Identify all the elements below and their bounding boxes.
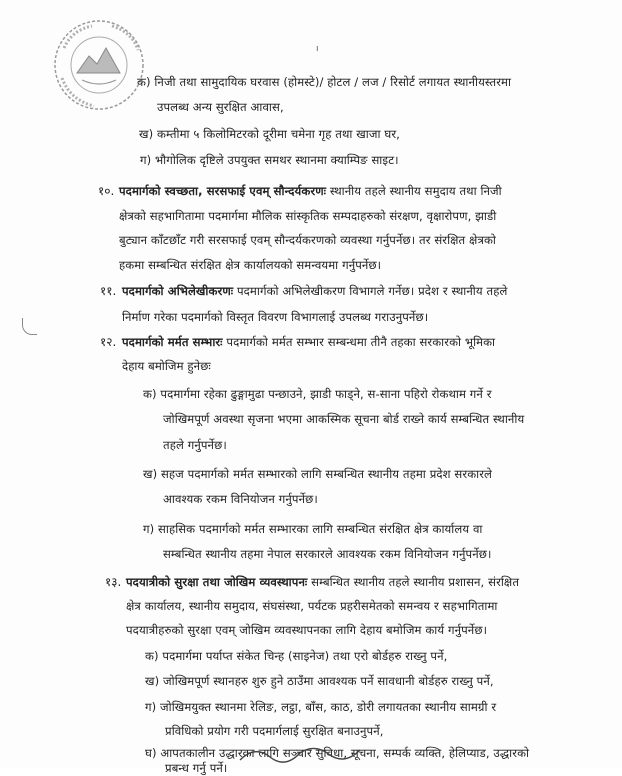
section-10-text: स्थानीय तहले स्थानीय समुदाय तथा निजी [329,184,502,198]
section-13-line-2: क्षेत्र कार्यालय, स्थानीय समुदाय, संघसंस्था, पर्यटक प्रहरीसमेतको समन्वय र सहभागितामा [126,599,498,613]
section-12-item-ga-cont: सम्बन्धित स्थानीय तहमा नेपाल सरकारले आवश्यक रकम विनियोजन गर्नुपर्नेछ। [163,547,492,561]
section-10-number: १०. [98,184,115,198]
section-11-heading: पदमार्गको अभिलेखीकरणः [122,284,234,298]
section-10-line-4: हकमा सम्बन्धित संरक्षित क्षेत्र कार्यालयको समन्वयमा गर्नुपर्नेछ। [119,258,382,272]
section-13-item-kha: ख) जोखिमपूर्ण स्थानहरु शुरु हुने ठाउँमा आवश्यक पर्ने सावधानी बोर्डहरु राख्नु पर्ने, [145,674,494,688]
margin-bracket [22,318,37,335]
section-13-heading: पदयात्रीको सुरक्षा तथा जोखिम व्यवस्थापनः [126,575,308,589]
list-item-ka-cont: उपलब्ध अन्य सुरक्षित आवास, [157,100,284,114]
signature-icon [235,735,395,768]
section-10-line-2: क्षेत्रको सहभागितामा पदमार्गमा मौलिक सांस्कृतिक सम्पदाहरुको संरक्षण, वृक्षारोपण, झाडी [119,209,497,223]
section-10-heading: पदमार्गको स्वच्छता, सरसफाई एवम् सौन्दर्यकरणः [119,184,327,198]
list-item-ga: ग) भौगोलिक दृष्टिले उपयुक्त समथर स्थानमा क्याम्पिङ साइट। [140,153,399,167]
section-12-item-ka: क) पदमार्गमा रहेका ढुङ्गामुढा पन्छाउने, झाडी फाड्ने, स-साना पहिरो रोकथाम गर्ने र [143,387,492,401]
seal-stamp-icon [52,18,147,113]
section-11-line-2: निर्माण गरेका पदमार्गको विस्तृत विवरण विभागलाई उपलब्ध गराउनुपर्नेछ। [122,310,429,324]
section-11-line-1 [122,283,507,299]
section-12-item-ka-cont-1: जोखिमपूर्ण अवस्था सृजना भएमा आकस्मिक सूचना बोर्ड राख्ने कार्य सम्बन्धित स्थानीय [163,412,525,426]
margin-mark: ı [316,44,319,54]
section-12-heading: पदमार्गको मर्मत सम्भारः [122,335,223,349]
list-item-ka: क) निजी तथा सामुदायिक घरवास (होमस्टे)/ होटल / लज / रिसोर्ट लगायत स्थानीयस्तरमा [137,75,512,89]
section-13-item-ga: ग) जोखिमयुक्त स्थानमा रेलिङ, लट्ठा, बाँस, काठ, डोरी लगायतका स्थानीय सामग्री र [145,700,497,714]
section-13-item-ka: क) पदमार्गमा पर्याप्त संकेत चिन्ह (साइनेज) तथा एरो बोर्डहरु राख्नु पर्ने, [145,649,448,663]
section-12-item-ga: ग) साहसिक पदमार्गको मर्मत सम्भारका लागि सम्बन्धित संरक्षित क्षेत्र कार्यालय वा [143,522,483,536]
section-11-number: ११. [100,284,117,298]
section-13-item-gha: घ) आपतकालीन उद्धारका लागि सञ्चार सुविधा, सूचना, सम्पर्क व्यक्ति, हेलिप्याड, उद्धारको [145,746,530,760]
section-12-item-kha: ख) सहज पदमार्गको मर्मत सम्भारको लागि सम्बन्धित स्थानीय तहमा प्रदेश सरकारले [143,467,493,481]
section-13-text: सम्बन्धित स्थानीय तहले स्थानीय प्रशासन, संरक्षित [311,575,520,589]
section-12-text: पदमार्गको मर्मत सम्भार सम्बन्धमा तीनै तहका सरकारको भूमिका [226,335,496,349]
section-11-text: पदमार्गको अभिलेखीकरण विभागले गर्नेछ। प्रदेश र स्थानीय तहले [236,284,508,298]
list-item-kha: ख) कम्तीमा ५ किलोमिटरको दूरीमा चमेना गृह तथा खाजा घर, [139,127,400,141]
section-12-number: १२. [100,335,117,349]
section-13-item-gha-cont: प्रबन्ध गर्नु पर्ने। [165,761,228,775]
section-13-number: १३. [105,575,122,589]
section-12-item-kha-cont: आवश्यक रकम विनियोजन गर्नुपर्नेछ। [163,492,318,506]
section-13-item-ga-cont: प्रविधिको प्रयोग गरी पदमार्गलाई सुरक्षित बनाउनुपर्ने, [165,724,384,738]
section-10-line-3: बुट्यान काँटछाँट गरी सरसफाई एवम् सौन्दर्यकरणको व्यवस्था गर्नुपर्नेछ। तर संरक्षित क्षेत्रको [119,233,496,247]
section-13-line-3: पदयात्रीहरुको सुरक्षा एवम् जोखिम व्यवस्थापनका लागि देहाय बमोजिम कार्य गर्नुपर्नेछ। [126,623,488,637]
section-12-line-1 [122,334,495,350]
section-10-line-1 [119,183,502,199]
section-13-line-1 [126,574,519,590]
section-12-line-2: देहाय बमोजिम हुनेछः [122,359,211,373]
section-12-item-ka-cont-2: तहले गर्नुपर्नेछ। [163,438,227,452]
